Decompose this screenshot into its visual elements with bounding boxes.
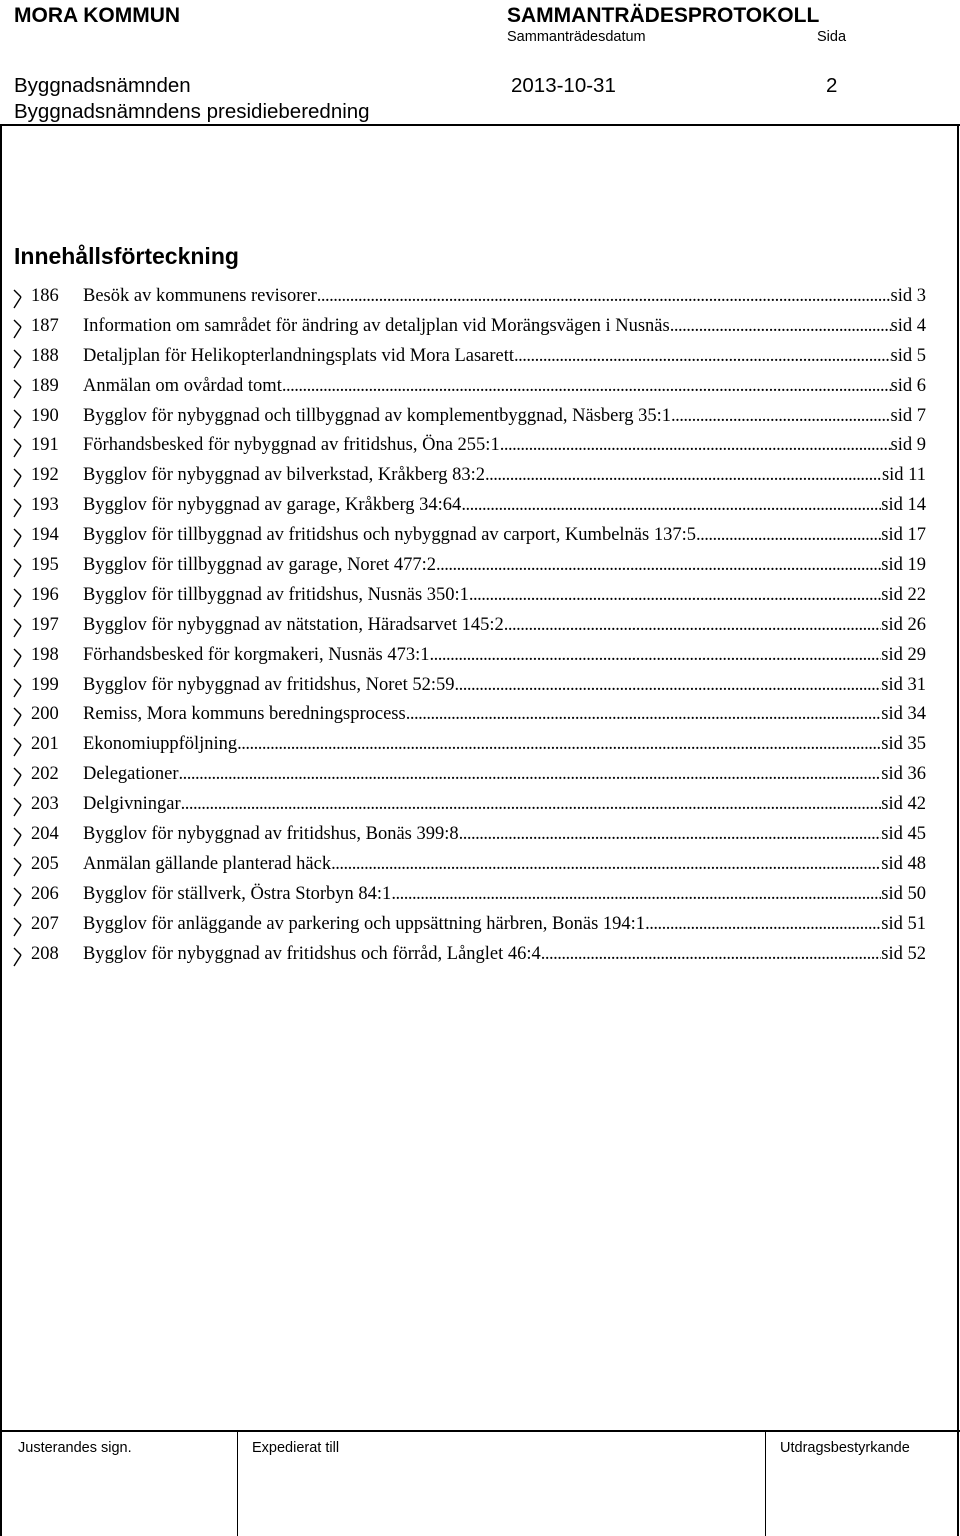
paragraph-section-icon xyxy=(12,797,22,817)
toc-entry-page: sid 9 xyxy=(890,435,926,456)
toc-entry-page: sid 36 xyxy=(881,764,926,785)
paragraph-section-icon xyxy=(12,498,22,518)
toc-entry-leader-dots xyxy=(500,435,891,456)
toc-entry-title: Anmälan om ovårdad tomt xyxy=(83,375,282,396)
toc-entry-line xyxy=(83,346,926,367)
paragraph-section-icon xyxy=(12,947,22,967)
toc-entry[interactable] xyxy=(0,642,960,672)
toc-entry-title: Bygglov för tillbyggnad av garage, Noret 477:2 xyxy=(83,555,436,576)
paragraph-section-icon xyxy=(12,887,22,907)
footer-divider-1 xyxy=(237,1430,238,1536)
paragraph-section-icon xyxy=(12,737,22,757)
toc-entry-page: sid 19 xyxy=(881,555,926,576)
toc-entry-line xyxy=(83,585,926,606)
toc-entry-number: 202 xyxy=(31,764,59,785)
toc-entry-line xyxy=(83,794,926,815)
toc-entry-leader-dots xyxy=(469,585,881,606)
paragraph-section-icon xyxy=(12,438,22,458)
toc-entry-page: sid 4 xyxy=(890,315,926,336)
toc-entry-number: 200 xyxy=(31,704,59,725)
toc-entry-page: sid 35 xyxy=(881,734,926,755)
toc-entry-page: sid 50 xyxy=(881,883,926,904)
toc-entry-number: 203 xyxy=(31,794,59,815)
toc-entry-title: Bygglov för nybyggnad av fritidshus och förråd, Långlet 46:4 xyxy=(83,943,541,964)
toc-entry-line xyxy=(83,406,926,427)
toc-entry[interactable] xyxy=(0,432,960,462)
toc-entry[interactable] xyxy=(0,283,960,313)
municipality-name: MORA KOMMUN xyxy=(14,4,181,27)
toc-entry-title: Bygglov för nybyggnad av fritidshus, Noret 52:59 xyxy=(83,674,455,695)
toc-entry-page: sid 51 xyxy=(881,913,926,934)
toc-entry-number: 206 xyxy=(31,883,59,904)
toc-entry-page: sid 5 xyxy=(890,345,926,366)
toc-entry-title: Bygglov för nybyggnad av fritidshus, Bonäs 399:8 xyxy=(83,824,459,845)
toc-entry[interactable] xyxy=(0,881,960,911)
toc-entry-line xyxy=(83,615,926,636)
toc-entry[interactable] xyxy=(0,612,960,642)
toc-entry-number: 204 xyxy=(31,824,59,845)
paragraph-section-icon xyxy=(12,319,22,339)
toc-entry[interactable] xyxy=(0,522,960,552)
toc-entry[interactable] xyxy=(0,672,960,702)
toc-entry-line xyxy=(83,465,926,486)
toc-entry-number: 187 xyxy=(31,315,59,336)
toc-entry-line xyxy=(83,884,926,905)
toc-entry-title: Remiss, Mora kommuns beredningsprocess xyxy=(83,704,406,725)
toc-entry-number: 191 xyxy=(31,435,59,456)
toc-entry-leader-dots xyxy=(436,555,881,576)
toc-entry-title: Information om samrådet för ändring av detaljplan vid Morängsvägen i Nusnäs xyxy=(83,315,670,336)
toc-entry[interactable] xyxy=(0,373,960,403)
footer-utdragsbestyrkande: Utdragsbestyrkande xyxy=(780,1440,910,1456)
paragraph-section-icon xyxy=(12,379,22,399)
paragraph-section-icon xyxy=(12,917,22,937)
toc-entry-line xyxy=(83,764,926,785)
toc-entry-number: 205 xyxy=(31,853,59,874)
toc-entry-leader-dots xyxy=(645,914,881,935)
toc-entry-line xyxy=(83,555,926,576)
toc-entry-page: sid 14 xyxy=(881,495,926,516)
toc-entry-leader-dots xyxy=(671,406,891,427)
paragraph-section-icon xyxy=(12,767,22,787)
toc-entry-title: Bygglov för nybyggnad av garage, Kråkberg 34:64 xyxy=(83,495,462,516)
toc-entry-title: Bygglov för tillbyggnad av fritidshus, Nusnäs 350:1 xyxy=(83,584,469,605)
toc-entry-number: 196 xyxy=(31,584,59,605)
toc-entry[interactable] xyxy=(0,313,960,343)
paragraph-section-icon xyxy=(12,707,22,727)
toc-list xyxy=(0,283,960,970)
toc-entry-line xyxy=(83,914,926,935)
toc-entry-leader-dots xyxy=(317,286,891,307)
footer-divider-2 xyxy=(765,1430,766,1536)
toc-entry-leader-dots xyxy=(282,376,891,397)
paragraph-section-icon xyxy=(12,349,22,369)
toc-entry[interactable] xyxy=(0,941,960,971)
toc-entry-number: 186 xyxy=(31,286,59,306)
toc-entry-number: 198 xyxy=(31,644,59,665)
paragraph-section-icon xyxy=(12,588,22,608)
toc-entry-title: Anmälan gällande planterad häck xyxy=(83,853,332,874)
toc-entry-page: sid 42 xyxy=(881,794,926,815)
toc-entry[interactable] xyxy=(0,851,960,881)
toc-entry-line xyxy=(83,734,926,755)
toc-entry-title: Delegationer xyxy=(83,764,179,785)
paragraph-section-icon xyxy=(12,827,22,847)
toc-entry-number: 199 xyxy=(31,674,59,695)
toc-entry[interactable] xyxy=(0,761,960,791)
toc-entry[interactable] xyxy=(0,403,960,433)
toc-entry-page: sid 6 xyxy=(890,375,926,396)
toc-entry-line xyxy=(83,704,926,725)
toc-entry-number: 201 xyxy=(31,734,59,755)
toc-entry[interactable] xyxy=(0,343,960,373)
page-label: Sida xyxy=(817,29,847,45)
toc-entry-line xyxy=(83,286,926,307)
page-number: 2 xyxy=(826,74,838,97)
toc-entry[interactable] xyxy=(0,552,960,582)
toc-entry-line xyxy=(83,495,926,516)
toc-entry-leader-dots xyxy=(406,704,882,725)
paragraph-section-icon xyxy=(12,558,22,578)
toc-entry[interactable] xyxy=(0,821,960,851)
meeting-date: 2013-10-31 xyxy=(511,74,616,97)
toc-entry-line xyxy=(83,525,926,546)
footer-justerandes-sign: Justerandes sign. xyxy=(18,1440,132,1456)
toc-entry-title: Bygglov för ställverk, Östra Storbyn 84:1 xyxy=(83,883,392,904)
document-type: SAMMANTRÄDESPROTOKOLL xyxy=(507,4,820,27)
toc-entry-title: Besök av kommunens revisorer xyxy=(83,286,317,306)
toc-entry-title: Bygglov för nybyggnad av bilverkstad, Kråkberg 83:2 xyxy=(83,465,485,486)
toc-entry[interactable] xyxy=(0,582,960,612)
toc-entry-page: sid 29 xyxy=(881,644,926,665)
toc-entry-page: sid 26 xyxy=(881,614,926,635)
toc-entry-title: Bygglov för nybyggnad av nätstation, Häradsarvet 145:2 xyxy=(83,614,504,635)
paragraph-section-icon xyxy=(12,528,22,548)
toc-entry-leader-dots xyxy=(179,764,882,785)
toc-entry-title: Förhandsbesked för nybyggnad av fritidshus, Öna 255:1 xyxy=(83,435,500,456)
toc-entry-leader-dots xyxy=(514,346,891,367)
toc-entry-number: 195 xyxy=(31,555,59,576)
toc-entry-page: sid 3 xyxy=(890,286,926,306)
toc-entry[interactable] xyxy=(0,492,960,522)
toc-entry-page: sid 48 xyxy=(881,853,926,874)
paragraph-section-icon xyxy=(12,468,22,488)
toc-entry-leader-dots xyxy=(391,884,881,905)
toc-entry-title: Ekonomiuppföljning xyxy=(83,734,238,755)
toc-entry-title: Förhandsbesked för korgmakeri, Nusnäs 473:1 xyxy=(83,644,430,665)
toc-entry-line xyxy=(83,316,926,337)
toc-entry-line xyxy=(83,435,926,456)
toc-entry-number: 207 xyxy=(31,913,59,934)
toc-entry-leader-dots xyxy=(331,854,881,875)
toc-entry-page: sid 34 xyxy=(881,704,926,725)
toc-entry-leader-dots xyxy=(485,465,882,486)
toc-entry-number: 194 xyxy=(31,525,59,546)
sub-body-name: Byggnadsnämndens presidieberedning xyxy=(14,100,370,123)
toc-entry-title: Bygglov för tillbyggnad av fritidshus och nybyggnad av carport, Kumbelnäs 137:5 xyxy=(83,525,696,546)
toc-entry-number: 190 xyxy=(31,405,59,426)
footer-expedierat-till: Expedierat till xyxy=(252,1440,340,1456)
paragraph-section-icon xyxy=(12,409,22,429)
toc-entry[interactable] xyxy=(0,911,960,941)
toc-entry-line xyxy=(83,824,926,845)
toc-entry-page: sid 52 xyxy=(881,943,926,964)
toc-entry-leader-dots xyxy=(459,824,882,845)
paragraph-section-icon xyxy=(12,678,22,698)
toc-entry-title: Bygglov för anläggande av parkering och uppsättning härbren, Bonäs 194:1 xyxy=(83,913,646,934)
toc-entry-page: sid 31 xyxy=(881,674,926,695)
toc-entry-number: 197 xyxy=(31,614,59,635)
toc-entry-number: 189 xyxy=(31,375,59,396)
toc-entry-leader-dots xyxy=(541,944,881,965)
toc-entry[interactable] xyxy=(0,791,960,821)
toc-entry-title: Delgivningar xyxy=(83,794,181,815)
toc-entry[interactable] xyxy=(0,701,960,731)
toc-heading: Innehållsförteckning xyxy=(14,243,239,269)
paragraph-section-icon xyxy=(12,648,22,668)
toc-entry-leader-dots xyxy=(696,525,881,546)
toc-entry-leader-dots xyxy=(670,316,891,337)
toc-entry-leader-dots xyxy=(455,675,882,696)
toc-entry-line xyxy=(83,944,926,965)
body-name: Byggnadsnämnden xyxy=(14,74,191,97)
toc-entry-leader-dots xyxy=(504,615,881,636)
toc-entry-page: sid 11 xyxy=(881,465,926,486)
toc-entry-page: sid 17 xyxy=(881,525,926,546)
toc-entry-number: 192 xyxy=(31,465,59,486)
footer-top-border xyxy=(0,1430,960,1432)
toc-entry-page: sid 22 xyxy=(881,584,926,605)
toc-entry-leader-dots xyxy=(429,645,881,666)
paragraph-section-icon xyxy=(12,618,22,638)
toc-entry[interactable] xyxy=(0,462,960,492)
toc-entry-page: sid 45 xyxy=(881,824,926,845)
frame-top-border xyxy=(0,124,960,126)
toc-entry-leader-dots xyxy=(181,794,882,815)
toc-entry-line xyxy=(83,675,926,696)
toc-entry-line xyxy=(83,645,926,666)
toc-entry-leader-dots xyxy=(237,734,881,755)
toc-entry-leader-dots xyxy=(461,495,881,516)
toc-entry-number: 188 xyxy=(31,345,59,366)
toc-entry-title: Bygglov för nybyggnad och tillbyggnad av komplementbyggnad, Näsberg 35:1 xyxy=(83,405,671,426)
toc-entry-line xyxy=(83,854,926,875)
toc-entry-page: sid 7 xyxy=(890,405,926,426)
toc-entry-title: Detaljplan för Helikopterlandningsplats vid Mora Lasarett xyxy=(83,345,515,366)
toc-entry[interactable] xyxy=(0,731,960,761)
toc-entry-line xyxy=(83,376,926,397)
paragraph-section-icon xyxy=(12,289,22,309)
toc-entry-number: 193 xyxy=(31,495,59,516)
paragraph-section-icon xyxy=(12,857,22,877)
date-label: Sammanträdesdatum xyxy=(507,29,646,45)
toc-entry-number: 208 xyxy=(31,943,59,964)
